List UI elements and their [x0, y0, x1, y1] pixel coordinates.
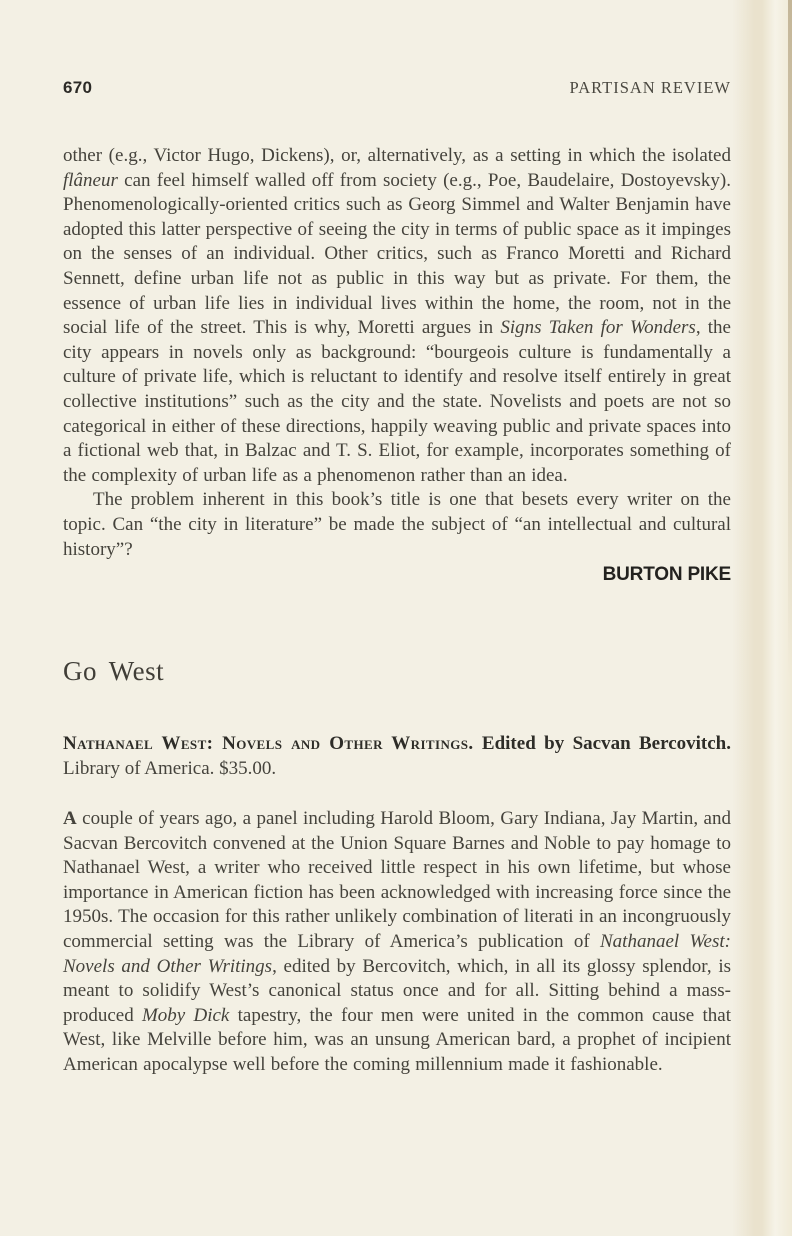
book-citation	[63, 731, 731, 781]
essay-closing-paragraph: The problem inherent in this book’s title is one that besets every writer on the topic. Can “the city in literature” be made the subject of “an intellectual and cultural history”?	[63, 489, 731, 560]
page-content	[63, 0, 731, 1097]
review-opening-paragraph: A couple of years ago, a panel including Harold Bloom, Gary Indiana, Jay Martin, and Sacvan Bercovitch convened at the Union Square Barnes and Noble to pay homage to Nathanael West, a writer who received little respect in his own lifetime, but whose importance in American fiction has been acknowledged with increasing force since the 1950s. The occasion for this rather unlikely combination of literati in an incongruously commercial setting was the Library of America’s publication of Nathanael West: Novels and Other Writings, edited by Bercovitch, which, in all its glossy splendor, is meant to solidify West’s canonical status once and for all. Sitting behind a mass-produced Moby Dick tapestry, the four men were united in the common cause that West, like Melville before him, was an unsung American bard, a prophet of incipient American apocalypse well before the coming millennium made it fashionable.	[63, 808, 731, 1076]
book-publisher-price: Library of America. $35.00.	[63, 758, 277, 780]
essay-continuation-paragraph: other (e.g., Victor Hugo, Dickens), or, alternatively, as a setting in which the isolated flâneur can feel himself walled off from society (e.g., Poe, Baudelaire, Dostoyevsky). Phenomenologically-oriented critics such as Georg Simmel and Walter Benjamin have adopted this latter perspective of seeing the city in terms of public space as it impinges on the senses of an individual. Other critics, such as Franco Moretti and Richard Sennett, define urban life not as public in this way but as private. For them, the essence of urban life lies in individual lives within the home, the room, not in the social life of the street. This is why, Moretti argues in Signs Taken for Wonders, the city appears in novels only as background: “bourgeois culture is fundamentally a culture of private life, which is reluctant to identify and resolve itself entirely in great collective institutions” such as the city and the state. Novelists and poets are not so categorical in either of these directions, happily weaving public and private spaces into a fictional web that, in Balzac and T. S. Eliot, for example, incorporates something of the complexity of urban life as a phenomenon rather than an idea.	[63, 145, 731, 486]
book-title: Nathanael West: Novels and Other Writings.	[63, 733, 474, 755]
reviewer-byline: BURTON PIKE	[602, 564, 731, 586]
review-section-title: Go West	[63, 656, 165, 687]
page-number: 670	[63, 78, 93, 97]
scan-page-crease-shadow	[732, 0, 792, 1236]
book-editor: Edited by Sacvan Bercovitch.	[473, 733, 731, 755]
journal-title: PARTISAN REVIEW	[569, 78, 731, 97]
page-header	[63, 78, 731, 98]
scan-page-edge-line	[788, 0, 792, 680]
